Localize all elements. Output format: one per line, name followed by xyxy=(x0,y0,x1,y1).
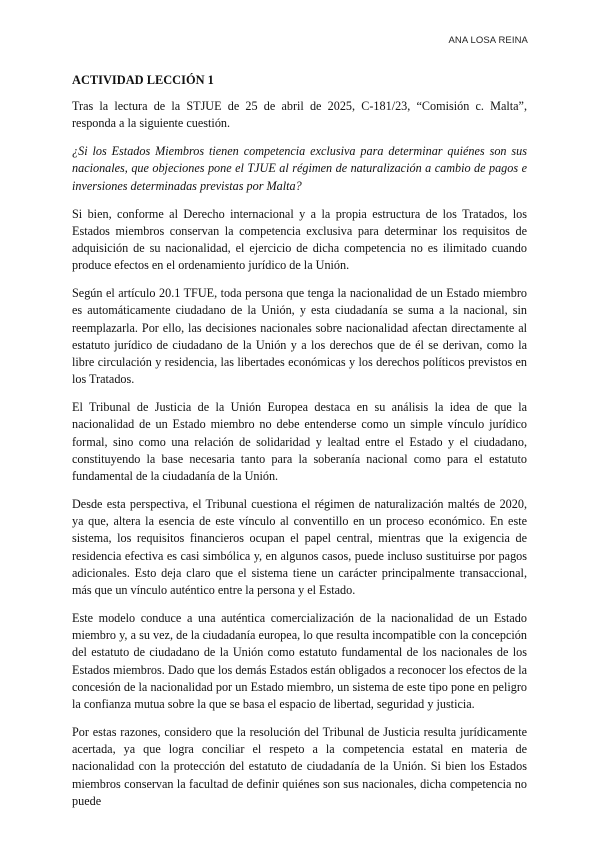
body-paragraph: Según el artículo 20.1 TFUE, toda persona que tenga la nacionalidad de un Estado miembro es automáticamente ciudadano de la Unión, y esta ciudadanía se suma a la nacional, sin reemplazarla. Por ello, las decisiones nacionales sobre nacionalidad afectan directamente al estatuto jurídico de ciudadano de la Unión y a los derechos que de él se derivan, como la libre circulación y residencia, las libertades económicas y los derechos políticos previstos en los Tratados. xyxy=(72,286,527,387)
body-paragraph: Este modelo conduce a una auténtica comercialización de la nacionalidad de un Estado miembro y, a su vez, de la ciudadanía europea, lo que resulta incompatible con la concepción del estatuto de ciudadano de la Unión como estatuto fundamental de los nacionales de los Estados miembros. Dado que los demás Estados están obligados a reconocer los efectos de la concesión de la nacionalidad por un Estado miembro, un sistema de este tipo pone en peligro la confianza mutua sobre la que se basa el espacio de libertad, seguridad y justicia. xyxy=(72,611,527,712)
document-body xyxy=(72,64,527,821)
header-author: ANA LOSA REINA xyxy=(448,35,528,46)
body-paragraph: El Tribunal de Justicia de la Unión Europea destaca en su análisis la idea de que la nacionalidad de un Estado miembro no debe entenderse como un simple vínculo jurídico formal, sino como una relación de solidaridad y lealtad entre el Estado y el ciudadano, constituyendo la base necesaria tanto para la soberanía nacional como para el estatuto fundamental de la ciudadanía de la Unión. xyxy=(72,400,527,484)
body-paragraph: Desde esta perspectiva, el Tribunal cuestiona el régimen de naturalización maltés de 2020, ya que, altera la esencia de este vínculo al conventillo en un proceso económico. En este sistema, los requisitos financieros ocupan el papel central, mientras que la exigencia de residencia efectiva es casi simbólica y, en algunos casos, puede incluso sustituirse por pagos adicionales. Esto deja claro que el sistema tiene un carácter principalmente transaccional, más que un vínculo auténtico entre la persona y el Estado. xyxy=(72,497,527,598)
document-title: ACTIVIDAD LECCIÓN 1 xyxy=(72,73,214,87)
intro-paragraph: Tras la lectura de la STJUE de 25 de abril de 2025, C-181/23, “Comisión c. Malta”, responda a la siguiente cuestión. xyxy=(72,99,527,131)
body-paragraph: Si bien, conforme al Derecho internacional y a la propia estructura de los Tratados, los Estados miembros conservan la competencia exclusiva para determinar los requisitos de adquisición de su nacionalidad, el ejercicio de dicha competencia no es ilimitado cuando produce efectos en el ordenamiento jurídico de la Unión. xyxy=(72,206,527,273)
question-paragraph: ¿Si los Estados Miembros tienen competencia exclusiva para determinar quiénes son sus nacionales, que objeciones pone el TJUE al régimen de naturalización a cambio de pagos e inversiones determinadas previstas por Malta? xyxy=(72,144,527,193)
body-paragraph: Por estas razones, considero que la resolución del Tribunal de Justicia resulta jurídicamente acertada, ya que logra conciliar el respeto a la competencia estatal en materia de nacionalidad con la protección del estatuto de ciudadanía de la Unión. Si bien los Estados miembros conservan la facultad de definir quiénes son sus nacionales, dicha competencia no puede xyxy=(72,725,527,808)
